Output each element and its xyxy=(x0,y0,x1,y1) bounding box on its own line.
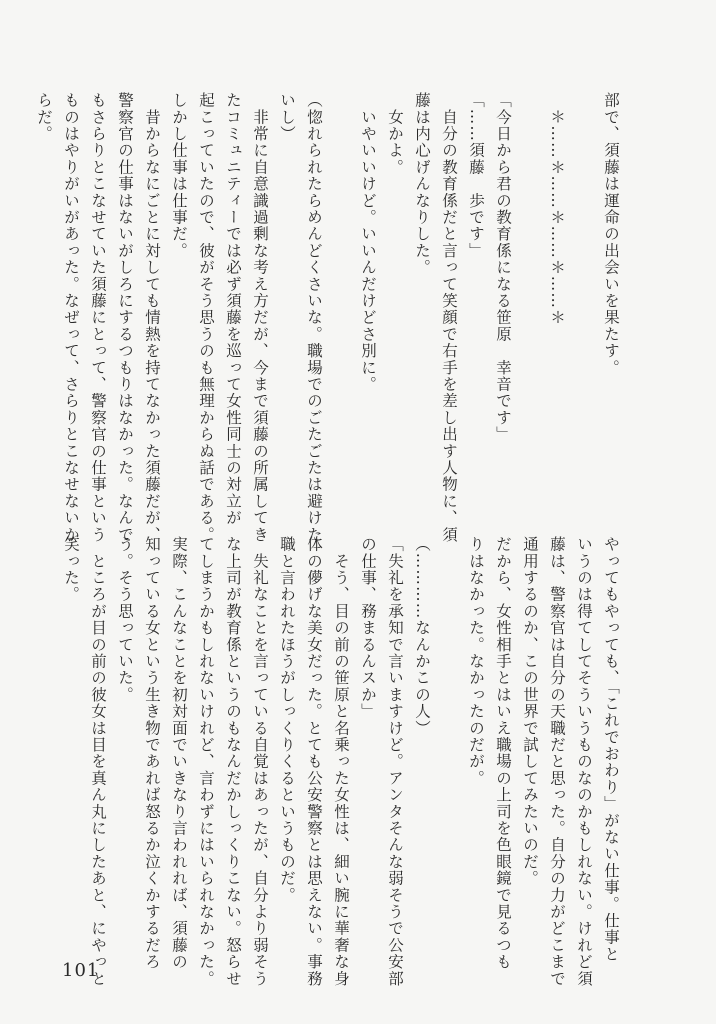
page-number: 101 xyxy=(62,960,100,981)
upper-text-block: 部で、須藤は運命の出会いを果たす。 ＊……＊……＊……＊……＊ 「今日から君の教育係になる笹原 幸音です」 「……須藤 歩です」 自分の教育係だと言って笑顔で右手を差し出す人物に、須 藤は内心げんなりした。 女かよ。 いやいいけど。いいんだけどさ別に。 （惚れられたらめんどくさいな。職場でのごたごたは避けた いし） 非常に自意識過剰な考え方だが、今まで須藤の所属してき たコミュニティーでは必ず須藤を巡って女性同士の対立が 起こっていたので、彼がそう思うのも無理からぬ話である。 しかし仕事は仕事だ。 昔からなにごとに対しても情熱を持てなかった須藤だが、 警察官の仕事はないがしろにするつもりはなかった。なんで もさらりとこなせていた須藤にとって、警察官の仕事という ものはやりがいがあった。なぜって、さらりとこなせないか らだ。 xyxy=(35,92,620,543)
lower-text-block: やってもやっても、「これでおわり」がない仕事。仕事と いうのは得てしてそういうものなのかもしれない。けれど須 藤は、警察官は自分の天職だと思った。自分の力がどこまで 通用するのか、この世界で試してみたいのだ。 だから、女性相手とはいえ職場の上司を色眼鏡で見るつも りはなかった。なかったのだが。 （…………なんかこの人） 「失礼を承知で言いますけど。アンタそんな弱そうで公安部 の仕事、務まるんスか」 そう、目の前の笹原と名乗った女性は、細い腕に華奢な身 体の儚げな美女だった。とても公安警察とは思えない。事務 職と言われたほうがしっくりくるというものだ。 失礼なことを言っている自覚はあったが、自分より弱そう な上司が教育係というのもなんだかしっくりこない。怒らせ てしまうかもしれないけれど、言わずにはいられなかった。 実際、こんなことを初対面でいきなり言われれば、須藤の 知っている女という生き物であれば怒るか泣くかするだろ う。そう思っていた。 ところが目の前の彼女は目を真ん丸にしたあと、にやっと 笑った。 xyxy=(62,536,620,987)
